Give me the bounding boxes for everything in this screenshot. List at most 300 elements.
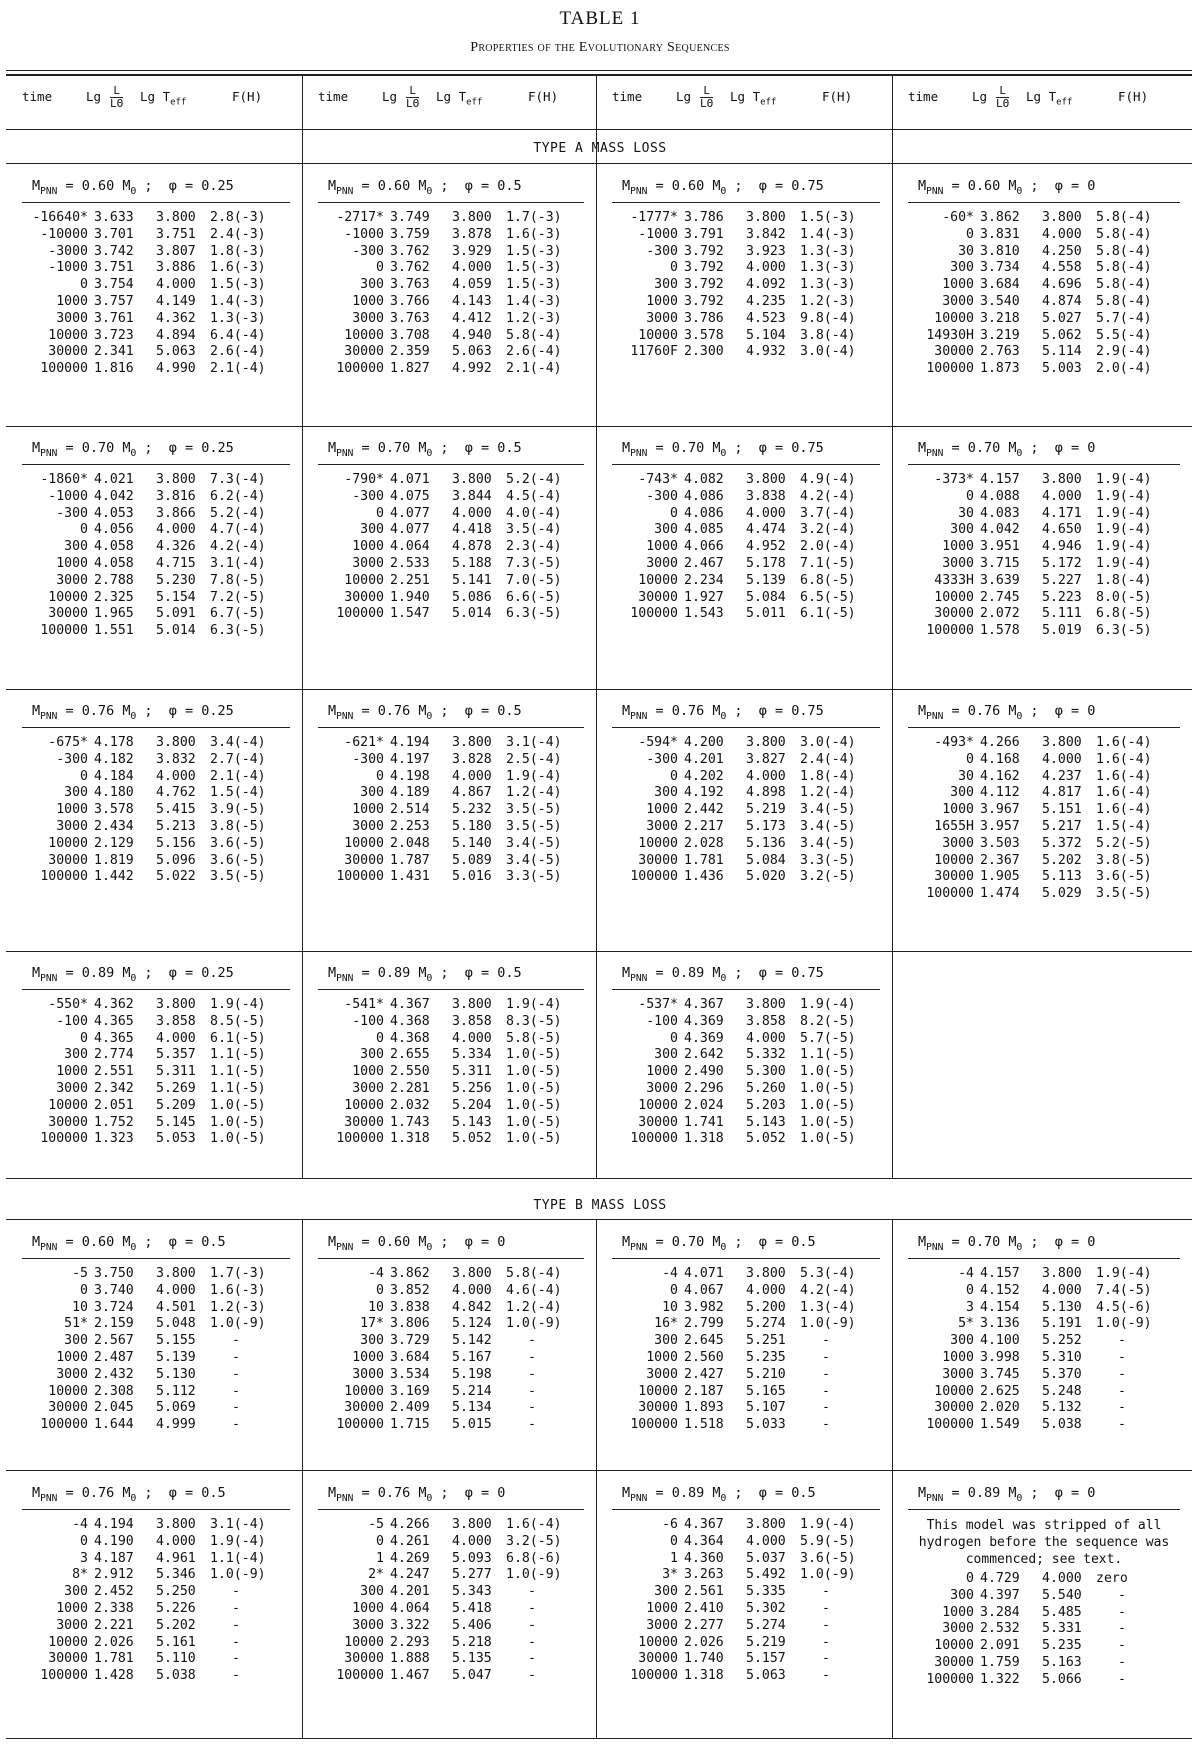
cell-lg-teff: 3.878 xyxy=(452,226,492,242)
cell-fh: 1.6(-3) xyxy=(210,1282,266,1298)
cell-time: 30000 xyxy=(638,1114,678,1130)
table-row xyxy=(900,1417,1188,1434)
cell-fh: 1.9(-4) xyxy=(1096,472,1152,487)
table-row xyxy=(900,522,1188,539)
cell-lg-teff: 4.842 xyxy=(452,1299,492,1315)
table-row xyxy=(14,836,298,853)
table-row xyxy=(900,606,1188,623)
cell-lg-l: 4.058 xyxy=(94,539,134,555)
mass-label: M xyxy=(328,1234,337,1250)
cell-fh: 1.9(-4) xyxy=(210,1533,266,1549)
cell-time: 0 xyxy=(80,768,88,784)
rule xyxy=(6,1219,1192,1220)
cell-time: 3000 xyxy=(646,555,678,571)
cell-time: 1655H xyxy=(934,818,974,834)
table-row xyxy=(310,489,592,506)
cell-fh: 5.8(-4) xyxy=(506,327,562,343)
cell-time: 30000 xyxy=(344,1114,384,1130)
cell-time: 30 xyxy=(958,505,974,521)
mass-value: = 0.60 M xyxy=(353,1234,427,1250)
panel-rows xyxy=(14,997,298,1148)
cell-lg-teff: 5.063 xyxy=(746,1668,786,1684)
cell-lg-teff: 5.300 xyxy=(746,1064,786,1080)
cell-lg-l: 4.042 xyxy=(94,488,134,504)
cell-fh: 3.1(-4) xyxy=(210,555,266,571)
cell-lg-teff: 5.104 xyxy=(746,327,786,343)
column-header-lg-teff: Lg $T_{eff}$ xyxy=(1026,89,1073,108)
phi-value: ; φ = 0.5 xyxy=(432,703,522,719)
cell-time: 300 xyxy=(950,785,974,801)
cell-fh: - xyxy=(822,1333,830,1349)
solar-symbol: Θ xyxy=(426,186,433,197)
cell-time: 0 xyxy=(376,1282,384,1298)
table-row xyxy=(14,785,298,802)
cell-fh: 3.2(-5) xyxy=(506,1533,562,1549)
cell-lg-l: 4.201 xyxy=(390,1584,430,1600)
column-divider xyxy=(892,1219,893,1739)
cell-lg-teff: 5.217 xyxy=(1042,818,1082,834)
cell-time: 10000 xyxy=(344,327,384,343)
cell-lg-l: 3.745 xyxy=(980,1366,1020,1382)
cell-time: 1000 xyxy=(56,1064,88,1080)
cell-lg-teff: 4.874 xyxy=(1042,293,1082,309)
mass-value: = 0.60 M xyxy=(57,1234,131,1250)
cell-fh: 1.0(-9) xyxy=(800,1567,856,1583)
cell-lg-l: 4.071 xyxy=(684,1266,724,1281)
cell-fh: 4.7(-4) xyxy=(210,522,266,538)
cell-fh: - xyxy=(528,1383,536,1399)
cell-fh: 2.5(-4) xyxy=(506,751,562,767)
cell-lg-l: 2.251 xyxy=(390,572,430,588)
cell-lg-teff: 5.235 xyxy=(746,1349,786,1365)
cell-lg-l: 1.940 xyxy=(390,589,430,605)
cell-lg-teff: 5.210 xyxy=(746,1366,786,1382)
column-header-fh: F(H) xyxy=(232,89,263,104)
table-row xyxy=(604,769,888,786)
table-row xyxy=(604,1400,888,1417)
cell-lg-l: 4.194 xyxy=(94,1517,134,1532)
cell-time: 0 xyxy=(966,1282,974,1298)
cell-fh: 7.0(-5) xyxy=(506,572,562,588)
cell-time: 3000 xyxy=(56,572,88,588)
cell-lg-l: 4.083 xyxy=(980,505,1020,521)
cell-lg-teff: 4.000 xyxy=(746,768,786,784)
panel-header-rule xyxy=(318,727,584,728)
cell-lg-teff: 5.269 xyxy=(156,1080,196,1096)
cell-fh: 3.1(-4) xyxy=(506,735,562,750)
phi-value: ; φ = 0.5 xyxy=(136,1485,226,1501)
cell-lg-l: 2.051 xyxy=(94,1097,134,1113)
table-row xyxy=(14,1333,298,1350)
mass-label: M xyxy=(918,1485,927,1501)
cell-lg-l: 3.967 xyxy=(980,802,1020,818)
cell-lg-l: 2.912 xyxy=(94,1567,134,1583)
column-header-lg-l: Lg $\frac{L}{L\Theta}$ xyxy=(972,84,1010,110)
fraction-numerator: L xyxy=(110,85,123,98)
cell-time: -300 xyxy=(646,243,678,259)
cell-lg-teff: 3.800 xyxy=(746,1266,786,1281)
teff-subscript: eff xyxy=(170,97,187,108)
cell-time: 300 xyxy=(360,1047,384,1063)
mass-label: M xyxy=(32,440,41,456)
cell-lg-l: 1.442 xyxy=(94,869,134,885)
cell-lg-teff: 5.334 xyxy=(452,1047,492,1063)
cell-lg-teff: 5.038 xyxy=(1042,1417,1082,1433)
cell-fh: 7.3(-4) xyxy=(210,472,266,487)
cell-time: 100000 xyxy=(40,869,88,885)
table-row xyxy=(604,556,888,573)
table-row xyxy=(900,886,1188,903)
column-header-lg-l: Lg $\frac{L}{L\Theta}$ xyxy=(86,84,124,110)
table-row xyxy=(604,869,888,886)
cell-lg-teff: 5.180 xyxy=(452,818,492,834)
table-row xyxy=(900,1655,1188,1672)
cell-fh: 5.2(-4) xyxy=(506,472,562,487)
cell-fh: 2.6(-4) xyxy=(506,344,562,360)
cell-fh: 4.0(-4) xyxy=(506,505,562,521)
cell-lg-teff: 5.357 xyxy=(156,1047,196,1063)
cell-lg-teff: 5.203 xyxy=(746,1097,786,1113)
cell-lg-teff: 4.990 xyxy=(156,361,196,377)
cell-lg-teff: 5.029 xyxy=(1042,886,1082,902)
cell-lg-teff: 4.000 xyxy=(746,260,786,276)
cell-lg-teff: 4.000 xyxy=(746,1282,786,1298)
cell-time: 30 xyxy=(958,768,974,784)
cell-fh: 1.2(-4) xyxy=(506,785,562,801)
table-row xyxy=(310,244,592,261)
cell-time: -60* xyxy=(942,210,974,225)
cell-lg-l: 3.729 xyxy=(390,1333,430,1349)
table-row xyxy=(14,1283,298,1300)
table-row xyxy=(604,472,888,489)
cell-fh: 1.2(-3) xyxy=(800,293,856,309)
mass-label: M xyxy=(622,965,631,981)
cell-lg-teff: 5.091 xyxy=(156,606,196,622)
cell-lg-l: 2.799 xyxy=(684,1316,724,1332)
cell-time: 3000 xyxy=(646,310,678,326)
mass-value: = 0.70 M xyxy=(943,1234,1017,1250)
cell-lg-l: 2.409 xyxy=(390,1400,430,1416)
panel-header xyxy=(918,1485,1096,1504)
cell-lg-l: 3.136 xyxy=(980,1316,1020,1332)
cell-lg-l: 4.182 xyxy=(94,751,134,767)
cell-lg-teff: 5.063 xyxy=(156,344,196,360)
cell-time: -1777* xyxy=(630,210,678,225)
cell-lg-l: 2.277 xyxy=(684,1617,724,1633)
cell-time: 100000 xyxy=(40,361,88,377)
cell-lg-teff: 3.800 xyxy=(452,472,492,487)
cell-time: 1000 xyxy=(56,802,88,818)
panel-header-rule xyxy=(908,1509,1180,1510)
cell-lg-l: 2.763 xyxy=(980,344,1020,360)
cell-lg-l: 3.786 xyxy=(684,210,724,225)
cell-lg-teff: 4.000 xyxy=(746,1030,786,1046)
cell-time: -5 xyxy=(72,1266,88,1281)
cell-lg-l: 4.085 xyxy=(684,522,724,538)
table-row xyxy=(310,328,592,345)
cell-fh: 2.1(-4) xyxy=(210,768,266,784)
cell-fh: 1.5(-3) xyxy=(506,277,562,293)
cell-time: 17* xyxy=(360,1316,384,1332)
cell-lg-teff: 4.898 xyxy=(746,785,786,801)
table-row xyxy=(14,1064,298,1081)
cell-fh: 1.9(-4) xyxy=(506,768,562,784)
cell-fh: 1.0(-5) xyxy=(506,1097,562,1113)
column-header-lg-l: Lg $\frac{L}{L\Theta}$ xyxy=(382,84,420,110)
cell-fh: 7.2(-5) xyxy=(210,589,266,605)
cell-fh: 3.2(-5) xyxy=(800,869,856,885)
cell-fh: - xyxy=(528,1400,536,1416)
cell-fh: 1.0(-5) xyxy=(800,1097,856,1113)
table-row xyxy=(900,869,1188,886)
cell-lg-l: 3.578 xyxy=(94,802,134,818)
cell-time: 100000 xyxy=(926,361,974,377)
table-row xyxy=(310,1283,592,1300)
cell-lg-teff: 5.173 xyxy=(746,818,786,834)
cell-fh: 6.3(-5) xyxy=(1096,623,1152,639)
cell-time: 10000 xyxy=(48,589,88,605)
cell-lg-teff: 5.130 xyxy=(156,1366,196,1382)
panel-header-rule xyxy=(612,202,880,203)
mass-subscript: PNN xyxy=(630,1242,648,1253)
table-row xyxy=(14,311,298,328)
solar-symbol: Θ xyxy=(130,1242,137,1253)
mass-label: M xyxy=(622,1234,631,1250)
cell-fh: - xyxy=(528,1584,536,1600)
table-row xyxy=(604,1098,888,1115)
cell-lg-l: 2.342 xyxy=(94,1080,134,1096)
fraction-denominator: LΘ xyxy=(406,97,420,110)
cell-time: 1 xyxy=(670,1550,678,1566)
cell-fh: 1.9(-4) xyxy=(1096,539,1152,555)
table-row xyxy=(14,328,298,345)
cell-lg-teff: 5.096 xyxy=(156,852,196,868)
cell-lg-teff: 5.019 xyxy=(1042,623,1082,639)
table-row xyxy=(310,1266,592,1283)
fraction-denominator: LΘ xyxy=(110,97,124,110)
cell-lg-l: 3.852 xyxy=(390,1282,430,1298)
cell-fh: - xyxy=(232,1634,240,1650)
cell-lg-teff: 5.020 xyxy=(746,869,786,885)
cell-time: -1000 xyxy=(48,488,88,504)
cell-fh: 1.6(-4) xyxy=(506,1517,562,1532)
table-row xyxy=(310,1618,592,1635)
table-row xyxy=(604,1266,888,1283)
solar-symbol: Θ xyxy=(130,1493,137,1504)
mass-subscript: PNN xyxy=(630,711,648,722)
cell-lg-l: 4.266 xyxy=(980,735,1020,750)
rule xyxy=(6,426,1192,427)
table-row xyxy=(900,328,1188,345)
cell-time: 1000 xyxy=(646,293,678,309)
cell-lg-teff: 5.230 xyxy=(156,572,196,588)
cell-time: 30000 xyxy=(934,344,974,360)
panel-header-rule xyxy=(22,202,290,203)
cell-lg-l: 2.561 xyxy=(684,1584,724,1600)
cell-fh: - xyxy=(1118,1671,1126,1687)
cell-lg-teff: 5.139 xyxy=(156,1349,196,1365)
table-row xyxy=(604,1131,888,1148)
table-row xyxy=(604,590,888,607)
cell-fh: - xyxy=(1118,1638,1126,1654)
cell-lg-l: 1.474 xyxy=(980,886,1020,902)
table-row xyxy=(900,1316,1188,1333)
cell-lg-teff: 4.894 xyxy=(156,327,196,343)
cell-lg-teff: 5.277 xyxy=(452,1567,492,1583)
table-row xyxy=(900,785,1188,802)
cell-time: 30000 xyxy=(638,852,678,868)
cell-time: 100000 xyxy=(40,1131,88,1147)
table-row xyxy=(900,1672,1188,1689)
cell-time: 1000 xyxy=(942,277,974,293)
cell-time: 300 xyxy=(64,539,88,555)
cell-lg-l: 2.560 xyxy=(684,1349,724,1365)
cell-lg-teff: 5.145 xyxy=(156,1114,196,1130)
cell-lg-l: 3.639 xyxy=(980,572,1020,588)
cell-time: 1000 xyxy=(352,1349,384,1365)
mass-label: M xyxy=(622,178,631,194)
cell-fh: - xyxy=(822,1584,830,1600)
cell-lg-l: 4.261 xyxy=(390,1533,430,1549)
column-header-group xyxy=(596,83,892,119)
table-row xyxy=(604,1417,888,1434)
phi-value: ; φ = 0.5 xyxy=(432,178,522,194)
cell-time: 300 xyxy=(950,1333,974,1349)
table-row xyxy=(900,1588,1188,1605)
cell-fh: 1.4(-3) xyxy=(210,293,266,309)
cell-fh: 1.7(-3) xyxy=(506,210,562,225)
cell-fh: 1.9(-4) xyxy=(1096,1266,1152,1281)
cell-time: 3000 xyxy=(352,1366,384,1382)
section-title-type-b: TYPE B MASS LOSS xyxy=(533,1198,667,1213)
cell-fh: - xyxy=(232,1383,240,1399)
table-row xyxy=(604,1517,888,1534)
cell-lg-teff: 5.066 xyxy=(1042,1671,1082,1687)
panel-header-rule xyxy=(22,1258,290,1259)
cell-fh: - xyxy=(528,1600,536,1616)
cell-lg-l: 4.365 xyxy=(94,1013,134,1029)
cell-fh: - xyxy=(1118,1366,1126,1382)
cell-lg-teff: 5.156 xyxy=(156,835,196,851)
cell-lg-teff: 5.540 xyxy=(1042,1587,1082,1603)
cell-lg-l: 2.072 xyxy=(980,606,1020,622)
cell-time: 3000 xyxy=(942,835,974,851)
cell-time: 10000 xyxy=(48,835,88,851)
table-row xyxy=(14,606,298,623)
mass-value: = 0.60 M xyxy=(647,178,721,194)
cell-time: 100000 xyxy=(40,1417,88,1433)
cell-time: 30000 xyxy=(48,1651,88,1667)
cell-lg-l: 1.551 xyxy=(94,623,134,639)
cell-lg-teff: 3.923 xyxy=(746,243,786,259)
cell-time: 51* xyxy=(64,1316,88,1332)
cell-time: 10000 xyxy=(934,589,974,605)
cell-fh: 5.8(-4) xyxy=(1096,277,1152,293)
table-row xyxy=(604,573,888,590)
cell-fh: 1.0(-5) xyxy=(210,1131,266,1147)
cell-fh: 5.8(-4) xyxy=(506,1266,562,1281)
cell-time: 10000 xyxy=(638,1097,678,1113)
cell-lg-l: 1.543 xyxy=(684,606,724,622)
table-row xyxy=(604,836,888,853)
cell-lg-l: 3.762 xyxy=(390,260,430,276)
cell-time: 100000 xyxy=(926,886,974,902)
cell-fh: 4.6(-4) xyxy=(506,1282,562,1298)
cell-lg-teff: 5.151 xyxy=(1042,802,1082,818)
cell-lg-teff: 3.800 xyxy=(746,1517,786,1532)
cell-fh: - xyxy=(232,1584,240,1600)
top-rule xyxy=(6,70,1192,71)
cell-fh: 3.3(-5) xyxy=(506,869,562,885)
cell-fh: 1.0(-5) xyxy=(506,1131,562,1147)
table-row xyxy=(604,522,888,539)
table-row xyxy=(604,328,888,345)
top-rule-thick xyxy=(6,74,1192,76)
solar-symbol: Θ xyxy=(1016,186,1023,197)
mass-subscript: PNN xyxy=(336,973,354,984)
cell-time: 3000 xyxy=(56,1617,88,1633)
panel-note: This model was stripped of all hydrogen before the sequence was commenced; see text. xyxy=(918,1518,1170,1567)
cell-lg-l: 4.086 xyxy=(684,505,724,521)
cell-lg-l: 2.045 xyxy=(94,1400,134,1416)
cell-time: -4 xyxy=(662,1266,678,1281)
cell-time: 100000 xyxy=(336,361,384,377)
cell-time: 10 xyxy=(662,1299,678,1315)
cell-fh: zero xyxy=(1096,1571,1128,1586)
table-row xyxy=(14,1115,298,1132)
table-row xyxy=(900,539,1188,556)
cell-lg-teff: 5.093 xyxy=(452,1550,492,1566)
cell-lg-l: 4.202 xyxy=(684,768,724,784)
mass-value: = 0.76 M xyxy=(943,703,1017,719)
column-header-fh: F(H) xyxy=(528,89,559,104)
cell-lg-teff: 5.226 xyxy=(156,1600,196,1616)
cell-lg-l: 1.578 xyxy=(980,623,1020,639)
cell-time: 30000 xyxy=(48,606,88,622)
cell-fh: 2.1(-4) xyxy=(210,361,266,377)
cell-lg-teff: 5.084 xyxy=(746,589,786,605)
cell-lg-l: 3.762 xyxy=(390,243,430,259)
cell-fh: 3.6(-5) xyxy=(800,1550,856,1566)
cell-fh: 5.8(-4) xyxy=(1096,293,1152,309)
cell-fh: 5.2(-5) xyxy=(1096,835,1152,851)
cell-fh: 3.6(-5) xyxy=(1096,869,1152,885)
cell-lg-teff: 5.213 xyxy=(156,818,196,834)
cell-lg-l: 2.625 xyxy=(980,1383,1020,1399)
table-row xyxy=(14,1618,298,1635)
cell-fh: 4.2(-4) xyxy=(800,1282,856,1298)
cell-lg-teff: 4.000 xyxy=(746,505,786,521)
cell-lg-l: 4.154 xyxy=(980,1299,1020,1315)
cell-time: 10000 xyxy=(934,852,974,868)
table-row xyxy=(310,1300,592,1317)
table-row xyxy=(14,1584,298,1601)
panel-rows xyxy=(604,472,888,623)
teff-subscript: eff xyxy=(760,97,777,108)
cell-lg-teff: 5.139 xyxy=(746,572,786,588)
cell-fh: - xyxy=(822,1417,830,1433)
column-divider xyxy=(302,1219,303,1739)
cell-lg-teff: 4.999 xyxy=(156,1417,196,1433)
mass-subscript: PNN xyxy=(336,448,354,459)
cell-lg-teff: 4.362 xyxy=(156,310,196,326)
cell-fh: 1.0(-5) xyxy=(800,1080,856,1096)
cell-fh: 8.3(-5) xyxy=(506,1013,562,1029)
cell-lg-teff: 5.140 xyxy=(452,835,492,851)
cell-fh: 3.6(-5) xyxy=(210,835,266,851)
cell-fh: 1.0(-9) xyxy=(210,1567,266,1583)
cell-lg-l: 4.077 xyxy=(390,505,430,521)
